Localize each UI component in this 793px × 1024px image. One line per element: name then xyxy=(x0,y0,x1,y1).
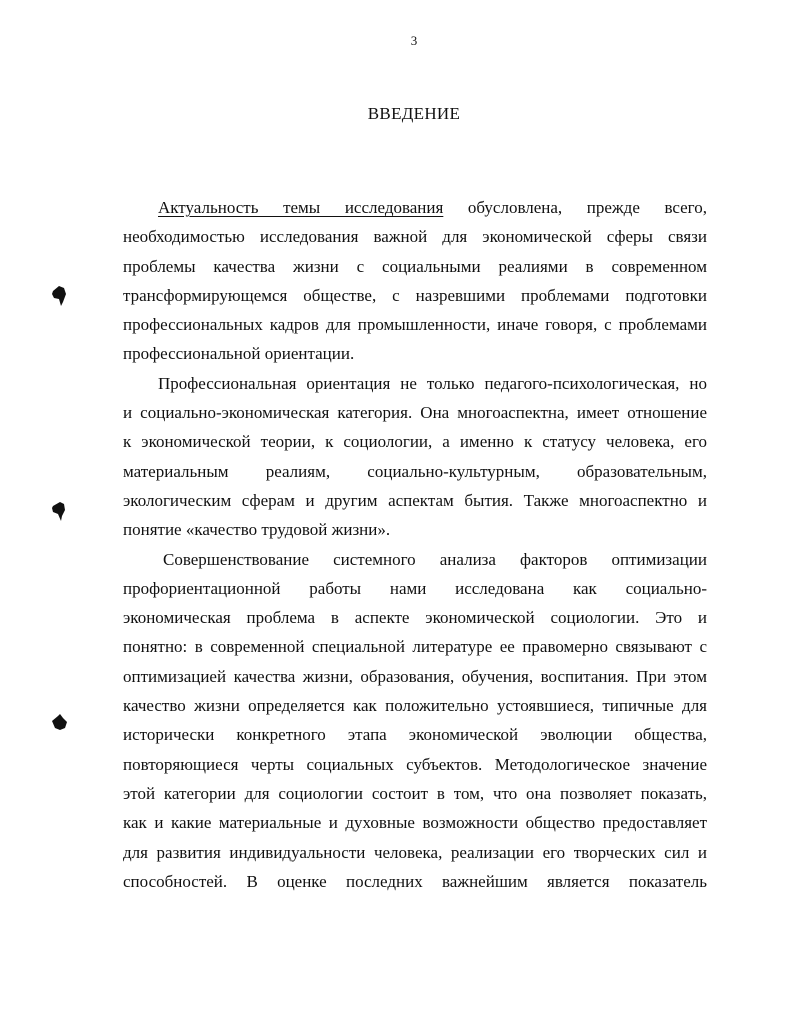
text-line: понятно: в современной специальной литературе ее правомерно связывают с xyxy=(123,637,707,657)
scan-blot-icon xyxy=(50,285,70,307)
text-line: Совершенствование системного анализа факторов оптимизации xyxy=(163,549,707,569)
text-line: экономическая проблема в аспекте экономической социологии. Это и xyxy=(123,608,707,628)
text-line: способностей. В оценке последних важнейшим является показатель xyxy=(123,871,707,891)
text-line: качество жизни определяется как положительно устоявшиеся, типичные для xyxy=(123,696,707,716)
text-line: материальным реалиям, социально-культурным, образовательным, xyxy=(123,461,707,481)
text-line: повторяющиеся черты социальных субъектов. Методологическое значение xyxy=(123,754,707,774)
underlined-phrase: Актуальность темы исследования xyxy=(158,198,444,217)
text-line: как и какие материальные и духовные возможности общество предоставляет xyxy=(123,813,707,833)
text-line: к экономической теории, к социологии, а именно к статусу человека, его xyxy=(123,432,707,452)
page-title: ВВЕДЕНИЕ xyxy=(367,104,461,123)
text-line: исторически конкретного этапа экономической эволюции общества, xyxy=(123,725,707,745)
text-line: этой категории для социологии состоит в том, что она позволяет показать, xyxy=(123,783,707,803)
scan-blot-icon xyxy=(50,713,70,735)
text-line: экологическим сферам и другим аспектам бытия. Также многоаспектно и xyxy=(123,490,707,510)
text-line: профессиональной ориентации. xyxy=(123,344,355,364)
text-line: понятие «качество трудовой жизни». xyxy=(123,520,391,540)
page-number: 3 xyxy=(410,33,418,48)
text-line: Актуальность темы исследования обусловлена, прежде всего, xyxy=(158,198,707,217)
text-line: Профессиональная ориентация не только педагого-психологическая, но xyxy=(158,373,707,393)
text-line: трансформирующемся обществе, с назревшими проблемами подготовки xyxy=(123,285,707,305)
text-line: необходимостью исследования важной для экономической сферы связи xyxy=(123,227,707,247)
body-text xyxy=(123,193,707,896)
scan-blot-icon xyxy=(50,500,70,522)
text-line: и социально-экономическая категория. Она многоаспектна, имеет отношение xyxy=(123,403,707,423)
text-line: профориентационной работы нами исследована как социально- xyxy=(123,578,707,598)
text-line: для развития индивидуальности человека, реализации его творческих сил и xyxy=(123,842,707,862)
text-line: оптимизацией качества жизни, образования, обучения, воспитания. При этом xyxy=(123,666,707,686)
text-line: профессиональных кадров для промышленности, иначе говоря, с проблемами xyxy=(123,315,707,335)
text-line: проблемы качества жизни с социальными реалиями в современном xyxy=(123,256,707,276)
